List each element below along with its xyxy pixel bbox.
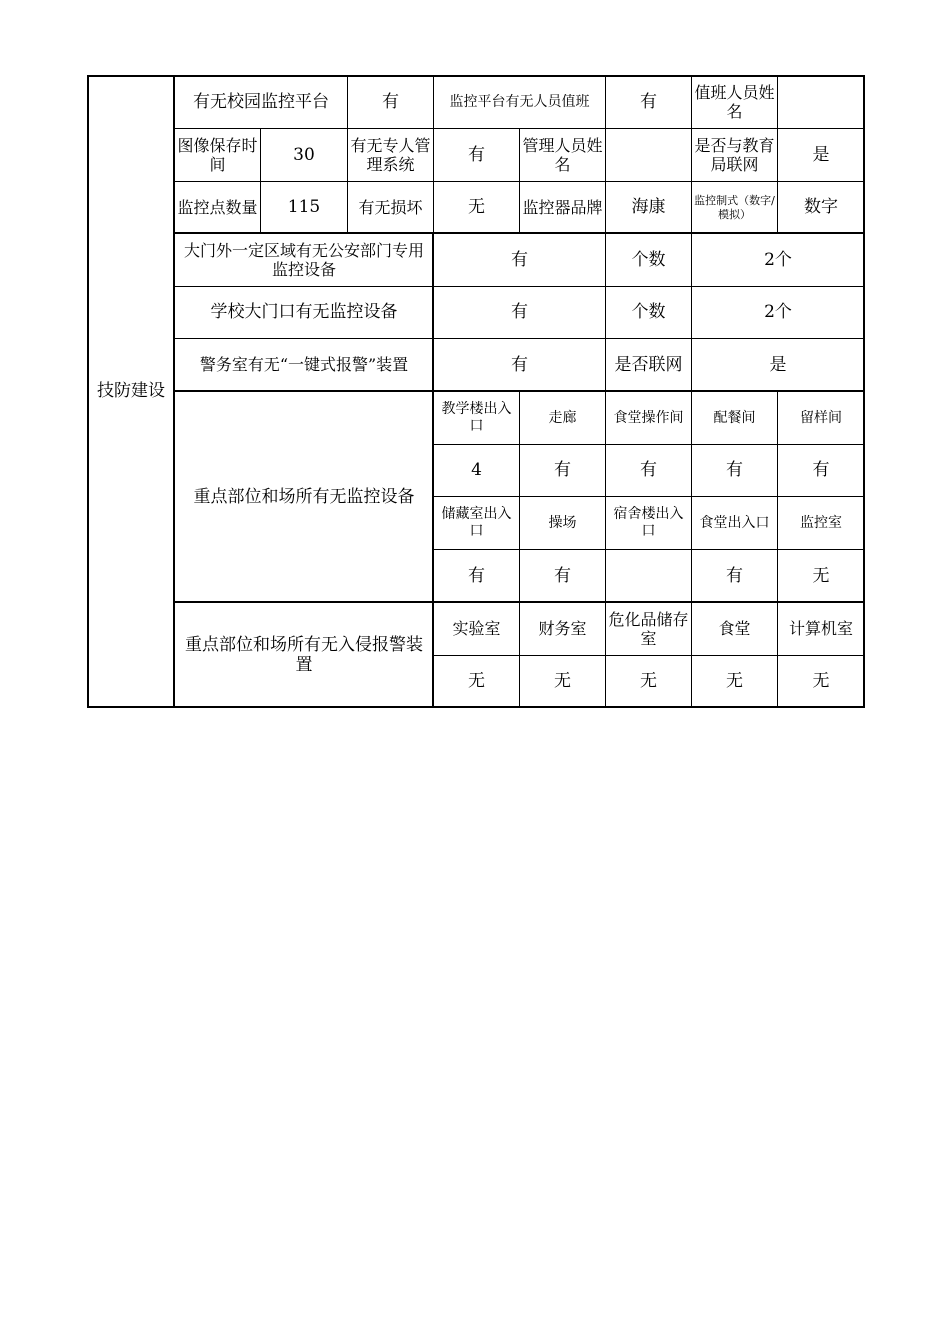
storage-value: 30	[260, 128, 347, 181]
alarm-place-cell: 危化品储存室	[605, 602, 691, 655]
gate-monitor-value: 有	[433, 286, 605, 338]
section-divider	[174, 601, 864, 603]
alarm-net-value: 是	[691, 338, 864, 391]
section-divider-vertical	[173, 75, 175, 707]
police-monitor-count-value: 2个	[691, 233, 864, 286]
duty-name-label: 值班人员姓名	[691, 75, 777, 128]
alarm-place-cell: 财务室	[519, 602, 605, 655]
brand-label: 监控器品牌	[519, 181, 605, 233]
value-cell: 有	[691, 444, 777, 496]
points-label: 监控点数量	[174, 181, 260, 233]
gate-monitor-count-value: 2个	[691, 286, 864, 338]
police-monitor-label: 大门外一定区域有无公安部门专用监控设备	[174, 233, 433, 286]
alarm-value-cell: 无	[433, 655, 519, 707]
alarm-net-label: 是否联网	[605, 338, 691, 391]
alarm-value-cell: 无	[519, 655, 605, 707]
place-cell: 宿舍楼出入口	[605, 496, 691, 549]
damage-value: 无	[433, 181, 519, 233]
value-cell: 4	[433, 444, 519, 496]
place-cell: 操场	[519, 496, 605, 549]
key-monitor-label: 重点部位和场所有无监控设备	[174, 391, 433, 602]
storage-label: 图像保存时间	[174, 128, 260, 181]
place-cell: 教学楼出入口	[433, 391, 519, 444]
manager-label: 管理人员姓名	[519, 128, 605, 181]
platform-value: 有	[347, 75, 433, 128]
network-label: 是否与教育局联网	[691, 128, 777, 181]
section-divider	[174, 390, 864, 392]
alarm-place-cell: 食堂	[691, 602, 777, 655]
place-cell: 食堂操作间	[605, 391, 691, 444]
table-bottom-border	[87, 706, 865, 708]
police-monitor-value: 有	[433, 233, 605, 286]
duty-value: 有	[605, 75, 691, 128]
gate-monitor-label: 学校大门口有无监控设备	[174, 286, 433, 338]
place-cell: 走廊	[519, 391, 605, 444]
value-cell	[605, 549, 691, 602]
section-divider-vertical	[432, 233, 434, 707]
table-left-border	[87, 75, 89, 707]
points-value: 115	[260, 181, 347, 233]
alarm-value-cell: 无	[777, 655, 864, 707]
alarm-value-cell: 无	[605, 655, 691, 707]
value-cell: 有	[777, 444, 864, 496]
platform-label: 有无校园监控平台	[174, 75, 347, 128]
mgmt-value: 有	[433, 128, 519, 181]
value-cell: 有	[691, 549, 777, 602]
brand-value: 海康	[605, 181, 691, 233]
value-cell: 有	[519, 549, 605, 602]
format-value: 数字	[777, 181, 864, 233]
section-label: 技防建设	[87, 75, 174, 707]
place-cell: 配餐间	[691, 391, 777, 444]
damage-label: 有无损坏	[347, 181, 433, 233]
police-monitor-count-label: 个数	[605, 233, 691, 286]
gate-monitor-count-label: 个数	[605, 286, 691, 338]
alarm-place-cell: 实验室	[433, 602, 519, 655]
value-cell: 有	[519, 444, 605, 496]
value-cell: 有	[433, 549, 519, 602]
alarm-value-cell: 无	[691, 655, 777, 707]
section-divider	[174, 232, 864, 234]
place-cell: 留样间	[777, 391, 864, 444]
place-cell: 食堂出入口	[691, 496, 777, 549]
alarm-button-value: 有	[433, 338, 605, 391]
value-cell: 有	[605, 444, 691, 496]
value-cell: 无	[777, 549, 864, 602]
place-cell: 监控室	[777, 496, 864, 549]
format-label: 监控制式（数字/模拟）	[691, 181, 777, 233]
alarm-place-cell: 计算机室	[777, 602, 864, 655]
duty-name-value	[777, 75, 864, 128]
place-cell: 储藏室出入口	[433, 496, 519, 549]
alarm-button-label: 警务室有无“一键式报警”装置	[174, 338, 433, 391]
mgmt-label: 有无专人管理系统	[347, 128, 433, 181]
network-value: 是	[777, 128, 864, 181]
security-form-table	[87, 75, 864, 707]
table-top-border	[87, 75, 865, 77]
duty-label: 监控平台有无人员值班	[433, 75, 605, 128]
manager-value	[605, 128, 691, 181]
key-alarm-label: 重点部位和场所有无入侵报警装置	[174, 602, 433, 707]
